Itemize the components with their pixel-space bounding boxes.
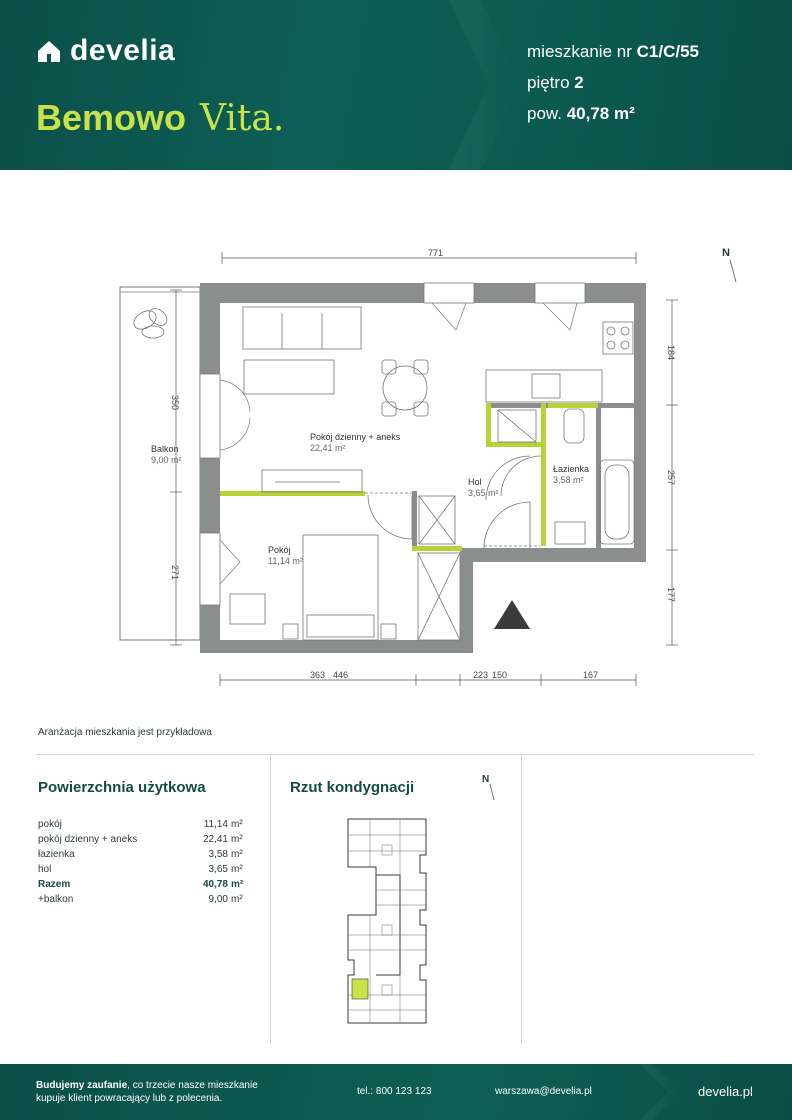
logo-text: develia — [70, 34, 176, 67]
north-arrow-small-icon — [478, 770, 502, 804]
dim-right-3-label: 177 — [666, 587, 676, 603]
floor-line: piętro 2 — [527, 73, 584, 92]
area-row: pokój dzienny + aneks 22,41 m² — [38, 834, 243, 845]
usable-area-title: Powierzchnia użytkowa — [38, 779, 206, 796]
footer-slogan: Budujemy zaufanie, co trzecie nasze mieszkanie kupuje klient powracający lub z polecenia. — [36, 1080, 258, 1104]
arrangement-note: Aranżacja mieszkania jest przykładowa — [38, 727, 212, 738]
orientation-triangle — [494, 600, 530, 629]
area-row: łazienka 3,58 m² — [38, 849, 243, 860]
dim-bottom-3-label: 223 — [473, 670, 489, 680]
project-name-main: Bemowo — [36, 97, 187, 138]
column-divider-2 — [521, 754, 522, 1044]
apartment-number-line: mieszkanie nr C1/C/55 — [527, 42, 699, 61]
interior-walls — [220, 403, 548, 549]
door-thresholds — [365, 493, 540, 546]
room-bedroom-name: Pokój — [268, 545, 291, 555]
doors — [368, 456, 541, 548]
bed — [303, 535, 378, 640]
area-total-row: Razem 40,78 m² — [38, 879, 244, 890]
footer-bar — [0, 1064, 792, 1120]
highlighted-apartment — [352, 979, 368, 999]
svg-text:N: N — [722, 247, 730, 259]
room-balcony-name: Balkon — [151, 444, 179, 454]
tv-unit — [262, 470, 362, 492]
kitchen-counter — [486, 370, 602, 402]
dim-bottom-1-label: 363 — [310, 670, 326, 680]
room-living-name: Pokój dzienny + aneks — [310, 432, 401, 442]
apartment-floor-plan — [0, 200, 792, 700]
area-row: pokój 11,14 m² — [38, 819, 243, 830]
desk — [230, 594, 265, 624]
area-value: 40,78 m² — [566, 104, 635, 123]
footer-email-link[interactable]: warszawa@develia.pl — [495, 1086, 592, 1097]
room-bedroom-area: 11,14 m² — [268, 556, 303, 566]
project-name — [36, 96, 284, 141]
svg-text:N: N — [482, 774, 490, 785]
dim-left-1-label: 350 — [170, 395, 180, 411]
dim-right-1-label: 184 — [666, 345, 676, 361]
section-divider — [36, 754, 755, 755]
footer-phone[interactable]: tel.: 800 123 123 — [357, 1086, 432, 1097]
dining-table — [383, 366, 427, 410]
usable-area-table — [38, 817, 251, 907]
area-row: +balkon 9,00 m² — [38, 894, 243, 905]
header-chevron-decoration — [440, 0, 520, 170]
dim-bottom-5-label: 167 — [583, 670, 599, 680]
develia-logo — [36, 36, 175, 66]
room-living-area: 22,41 m² — [310, 443, 346, 453]
floor-value: 2 — [574, 73, 584, 92]
cooktop — [603, 322, 633, 354]
footer-chevron-decoration — [640, 1064, 680, 1120]
sofa — [243, 307, 361, 349]
dim-bottom-2-label: 446 — [333, 670, 349, 680]
new-partitions — [220, 403, 598, 551]
footer-website-link[interactable]: develia.pl — [698, 1084, 753, 1099]
washbasin — [555, 522, 585, 544]
dimension-lines — [170, 252, 678, 686]
room-hall-name: Hol — [468, 477, 482, 487]
floor-plan-title: Rzut kondygnacji — [290, 779, 415, 796]
room-bathroom-name: Łazienka — [553, 464, 590, 474]
apartment-info — [527, 36, 699, 129]
column-divider-1 — [270, 754, 271, 1044]
apartment-number: C1/C/55 — [636, 42, 699, 61]
project-name-script: Vita. — [200, 98, 285, 139]
room-bathroom-area: 3,58 m² — [553, 475, 584, 485]
header-banner — [0, 0, 792, 170]
dim-left-2-label: 271 — [170, 565, 180, 581]
plant-icon — [131, 305, 171, 338]
room-hall-area: 3,65 m² — [468, 488, 499, 498]
coffee-table — [244, 360, 334, 394]
room-balcony-area: 9,00 m² — [151, 455, 182, 465]
house-logo-icon — [36, 38, 62, 64]
dim-right-2-label: 257 — [666, 470, 676, 486]
building-floor-overview — [340, 815, 435, 1027]
dim-bottom-4-label: 150 — [492, 670, 508, 680]
area-line: pow. 40,78 m² — [527, 104, 635, 123]
area-row: hol 3,65 m² — [38, 864, 243, 875]
toilet — [564, 409, 584, 443]
dim-top-label: 771 — [428, 248, 444, 258]
north-arrow-icon — [722, 247, 736, 282]
